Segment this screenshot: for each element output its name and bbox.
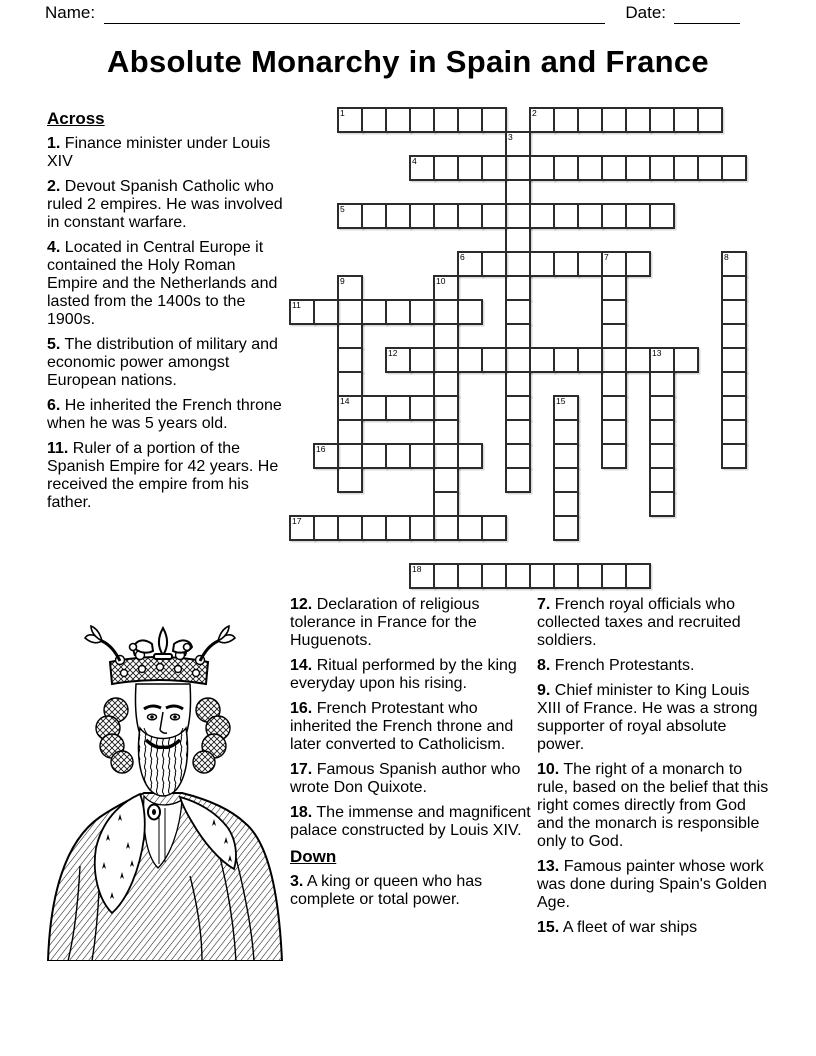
- grid-cell[interactable]: [721, 323, 747, 349]
- grid-cell[interactable]: [457, 203, 483, 229]
- grid-cell[interactable]: [337, 323, 363, 349]
- grid-cell[interactable]: [601, 443, 627, 469]
- grid-cell[interactable]: [337, 371, 363, 397]
- grid-cell[interactable]: [457, 515, 483, 541]
- grid-cell[interactable]: [577, 347, 603, 373]
- king-portrait-engraving-illustration: [40, 616, 292, 961]
- grid-cell[interactable]: [505, 131, 531, 157]
- grid-cell[interactable]: [409, 515, 435, 541]
- grid-cell[interactable]: [721, 371, 747, 397]
- clue-item: [537, 682, 777, 754]
- clue-item: [47, 135, 285, 171]
- clue-number: 16.: [290, 700, 313, 717]
- grid-cell-number: 8: [724, 252, 729, 262]
- clue-number: 18.: [290, 804, 313, 821]
- grid-cell[interactable]: [721, 251, 747, 277]
- grid-cell[interactable]: [433, 443, 459, 469]
- grid-cell[interactable]: [457, 251, 483, 277]
- grid-cell[interactable]: [529, 347, 555, 373]
- grid-cell[interactable]: [529, 107, 555, 133]
- clue-item: [290, 873, 531, 909]
- clue-text: French Protestant who inherited the French throne and later converted to Catholicism.: [290, 700, 514, 753]
- grid-cell[interactable]: [649, 395, 675, 421]
- grid-cell[interactable]: [457, 563, 483, 589]
- grid-cell-number: 16: [316, 444, 326, 454]
- grid-cell[interactable]: [337, 347, 363, 373]
- grid-cell[interactable]: [337, 515, 363, 541]
- grid-cell[interactable]: [385, 203, 411, 229]
- grid-cell-number: 4: [412, 156, 417, 166]
- grid-cell[interactable]: [337, 107, 363, 133]
- grid-cell[interactable]: [433, 515, 459, 541]
- grid-cell[interactable]: [313, 299, 339, 325]
- grid-cell[interactable]: [601, 299, 627, 325]
- grid-cell-number: 10: [436, 276, 446, 286]
- clue-text: The right of a monarch to rule, based on the belief that this right comes directly from God and the monarch is responsible only to God.: [537, 761, 769, 850]
- clue-item: [290, 657, 531, 693]
- grid-cell[interactable]: [601, 395, 627, 421]
- grid-cell[interactable]: [649, 347, 675, 373]
- across-clues-left: [47, 135, 285, 512]
- clue-number: 3.: [290, 873, 304, 890]
- clue-item: [537, 657, 777, 675]
- grid-cell[interactable]: [529, 203, 555, 229]
- grid-cell[interactable]: [289, 515, 315, 541]
- grid-cell-number: 5: [340, 204, 345, 214]
- grid-cell[interactable]: [697, 155, 723, 181]
- down-clues-middle: [290, 873, 531, 909]
- grid-cell[interactable]: [337, 275, 363, 301]
- grid-cell-number: 18: [412, 564, 422, 574]
- clue-number: 13.: [537, 858, 560, 875]
- grid-cell[interactable]: [481, 563, 507, 589]
- grid-cell[interactable]: [601, 371, 627, 397]
- grid-cell[interactable]: [721, 395, 747, 421]
- grid-cell[interactable]: [457, 155, 483, 181]
- date-input-line[interactable]: [674, 7, 740, 24]
- grid-cell[interactable]: [409, 347, 435, 373]
- clue-number: 14.: [290, 657, 313, 674]
- grid-cell[interactable]: [553, 491, 579, 517]
- grid-cell[interactable]: [409, 563, 435, 589]
- grid-cell[interactable]: [649, 371, 675, 397]
- clue-number: 2.: [47, 178, 61, 195]
- clue-item: [47, 440, 285, 512]
- grid-cell[interactable]: [505, 371, 531, 397]
- grid-cell[interactable]: [577, 203, 603, 229]
- grid-cell[interactable]: [649, 107, 675, 133]
- clue-column-right: [537, 596, 777, 944]
- grid-cell[interactable]: [481, 107, 507, 133]
- grid-cell[interactable]: [625, 107, 651, 133]
- grid-cell[interactable]: [529, 251, 555, 277]
- clue-text: A fleet of war ships: [559, 919, 698, 936]
- clue-text: The immense and magnificent palace constructed by Louis XIV.: [290, 804, 531, 839]
- grid-cell[interactable]: [433, 299, 459, 325]
- clue-item: [537, 761, 777, 851]
- grid-cell[interactable]: [721, 443, 747, 469]
- clue-text: The distribution of military and economic power amongst European nations.: [47, 336, 278, 389]
- clue-item: [290, 761, 531, 797]
- grid-cell[interactable]: [553, 155, 579, 181]
- clue-item: [290, 596, 531, 650]
- grid-cell-number: 12: [388, 348, 398, 358]
- grid-cell[interactable]: [553, 347, 579, 373]
- grid-cell[interactable]: [673, 155, 699, 181]
- grid-cell[interactable]: [433, 347, 459, 373]
- grid-cell-number: 17: [292, 516, 302, 526]
- header: [45, 3, 740, 24]
- grid-cell[interactable]: [505, 395, 531, 421]
- grid-cell-number: 3: [508, 132, 513, 142]
- grid-cell[interactable]: [337, 419, 363, 445]
- grid-cell[interactable]: [433, 107, 459, 133]
- grid-cell[interactable]: [409, 107, 435, 133]
- grid-cell[interactable]: [553, 107, 579, 133]
- grid-cell[interactable]: [433, 323, 459, 349]
- name-label: Name:: [45, 3, 96, 22]
- grid-cell[interactable]: [553, 515, 579, 541]
- grid-cell[interactable]: [505, 227, 531, 253]
- grid-cell-number: 2: [532, 108, 537, 118]
- grid-cell[interactable]: [505, 179, 531, 205]
- grid-cell[interactable]: [553, 203, 579, 229]
- date-label: Date:: [625, 3, 666, 22]
- grid-cell-number: 13: [652, 348, 662, 358]
- grid-cell[interactable]: [481, 251, 507, 277]
- clue-item: [290, 700, 531, 754]
- grid-cell[interactable]: [385, 347, 411, 373]
- grid-cell[interactable]: [481, 155, 507, 181]
- clue-text: French Protestants.: [550, 657, 695, 674]
- clue-text: A king or queen who has complete or total power.: [290, 873, 483, 908]
- grid-cell[interactable]: [625, 563, 651, 589]
- grid-cell[interactable]: [409, 203, 435, 229]
- grid-cell[interactable]: [721, 347, 747, 373]
- clue-text: Ritual performed by the king everyday upon his rising.: [290, 657, 517, 692]
- grid-cell[interactable]: [361, 395, 387, 421]
- grid-cell[interactable]: [361, 443, 387, 469]
- clue-column-middle: [290, 596, 531, 916]
- grid-cell[interactable]: [553, 467, 579, 493]
- grid-cell[interactable]: [385, 395, 411, 421]
- clue-item: [537, 596, 777, 650]
- clue-number: 15.: [537, 919, 560, 936]
- grid-cell[interactable]: [361, 203, 387, 229]
- grid-cell[interactable]: [505, 323, 531, 349]
- grid-cell[interactable]: [337, 299, 363, 325]
- across-heading: Across: [47, 109, 105, 128]
- grid-cell[interactable]: [601, 251, 627, 277]
- clue-number: 17.: [290, 761, 313, 778]
- grid-cell-number: 1: [340, 108, 345, 118]
- grid-cell[interactable]: [697, 107, 723, 133]
- grid-cell-number: 15: [556, 396, 566, 406]
- clue-number: 6.: [47, 397, 61, 414]
- clue-number: 8.: [537, 657, 551, 674]
- grid-cell[interactable]: [433, 371, 459, 397]
- grid-cell[interactable]: [409, 299, 435, 325]
- grid-cell[interactable]: [553, 563, 579, 589]
- grid-cell[interactable]: [409, 443, 435, 469]
- clue-text: Chief minister to King Louis XIII of France. He was a strong supporter of royal absolute power.: [537, 682, 758, 753]
- grid-cell[interactable]: [721, 275, 747, 301]
- grid-cell[interactable]: [649, 467, 675, 493]
- grid-cell-number: 6: [460, 252, 465, 262]
- grid-cell[interactable]: [409, 155, 435, 181]
- grid-cell[interactable]: [505, 467, 531, 493]
- grid-cell[interactable]: [409, 395, 435, 421]
- grid-cell-number: 11: [292, 300, 301, 310]
- grid-cell[interactable]: [505, 299, 531, 325]
- grid-cell[interactable]: [433, 419, 459, 445]
- clue-text: Finance minister under Louis XIV: [47, 135, 271, 170]
- clue-number: 1.: [47, 135, 61, 152]
- grid-cell[interactable]: [553, 419, 579, 445]
- grid-cell[interactable]: [337, 443, 363, 469]
- grid-cell[interactable]: [601, 275, 627, 301]
- grid-cell[interactable]: [649, 491, 675, 517]
- grid-cell[interactable]: [553, 443, 579, 469]
- clue-number: 9.: [537, 682, 551, 699]
- grid-cell[interactable]: [625, 251, 651, 277]
- clue-number: 10.: [537, 761, 560, 778]
- grid-cell[interactable]: [457, 443, 483, 469]
- grid-cell[interactable]: [601, 203, 627, 229]
- clue-column-left: [47, 109, 285, 519]
- grid-cell[interactable]: [361, 107, 387, 133]
- grid-cell[interactable]: [505, 347, 531, 373]
- grid-cell[interactable]: [601, 323, 627, 349]
- clue-text: Declaration of religious tolerance in France for the Huguenots.: [290, 596, 480, 649]
- down-clues-right: [537, 596, 777, 937]
- clue-item: [290, 804, 531, 840]
- grid-cell[interactable]: [505, 443, 531, 469]
- grid-cell[interactable]: [385, 443, 411, 469]
- grid-cell[interactable]: [289, 299, 315, 325]
- grid-cell-number: 7: [604, 252, 609, 262]
- grid-cell[interactable]: [721, 155, 747, 181]
- grid-cell[interactable]: [673, 107, 699, 133]
- clue-item: [537, 919, 777, 937]
- grid-cell[interactable]: [457, 347, 483, 373]
- grid-cell[interactable]: [481, 203, 507, 229]
- down-heading: Down: [290, 847, 337, 866]
- grid-cell[interactable]: [481, 347, 507, 373]
- grid-cell[interactable]: [601, 419, 627, 445]
- grid-cell[interactable]: [721, 419, 747, 445]
- grid-cell-number: 9: [340, 276, 345, 286]
- grid-cell[interactable]: [505, 419, 531, 445]
- clue-number: 12.: [290, 596, 313, 613]
- grid-cell[interactable]: [481, 515, 507, 541]
- grid-cell[interactable]: [601, 563, 627, 589]
- grid-cell[interactable]: [577, 107, 603, 133]
- grid-cell-number: 14: [340, 396, 350, 406]
- clue-item: [47, 239, 285, 329]
- grid-cell[interactable]: [433, 467, 459, 493]
- clue-text: French royal officials who collected taxes and recruited soldiers.: [537, 596, 741, 649]
- grid-cell[interactable]: [649, 419, 675, 445]
- clue-text: Famous painter whose work was done during Spain's Golden Age.: [537, 858, 767, 911]
- crossword-grid[interactable]: [290, 108, 746, 588]
- grid-cell[interactable]: [505, 203, 531, 229]
- name-input-line[interactable]: [104, 7, 605, 24]
- clue-text: Located in Central Europe it contained the Holy Roman Empire and the Netherlands and lasted from the 1400s to the 1900s.: [47, 239, 278, 328]
- grid-cell[interactable]: [673, 347, 699, 373]
- grid-cell[interactable]: [433, 395, 459, 421]
- page-title: Absolute Monarchy in Spain and France: [107, 44, 709, 79]
- grid-cell[interactable]: [625, 155, 651, 181]
- grid-cell[interactable]: [505, 251, 531, 277]
- grid-cell[interactable]: [601, 107, 627, 133]
- grid-cell[interactable]: [337, 203, 363, 229]
- grid-cell[interactable]: [601, 155, 627, 181]
- grid-cell[interactable]: [313, 443, 339, 469]
- grid-cell[interactable]: [553, 251, 579, 277]
- grid-cell[interactable]: [625, 203, 651, 229]
- grid-cell[interactable]: [577, 563, 603, 589]
- grid-cell[interactable]: [433, 491, 459, 517]
- grid-cell[interactable]: [553, 395, 579, 421]
- grid-cell[interactable]: [457, 107, 483, 133]
- clue-item: [537, 858, 777, 912]
- clue-number: 4.: [47, 239, 61, 256]
- grid-cell[interactable]: [529, 563, 555, 589]
- clue-text: Devout Spanish Catholic who ruled 2 empires. He was involved in constant warfare.: [47, 178, 283, 231]
- grid-cell[interactable]: [313, 515, 339, 541]
- grid-cell[interactable]: [385, 107, 411, 133]
- clue-text: Famous Spanish author who wrote Don Quixote.: [290, 761, 521, 796]
- clue-text: He inherited the French throne when he was 5 years old.: [47, 397, 282, 432]
- grid-cell[interactable]: [433, 275, 459, 301]
- grid-cell[interactable]: [721, 299, 747, 325]
- grid-cell[interactable]: [577, 251, 603, 277]
- clue-item: [47, 178, 285, 232]
- grid-cell[interactable]: [361, 515, 387, 541]
- clue-item: [47, 397, 285, 433]
- grid-cell[interactable]: [505, 155, 531, 181]
- grid-cell[interactable]: [577, 155, 603, 181]
- grid-cell[interactable]: [649, 155, 675, 181]
- grid-cell[interactable]: [385, 299, 411, 325]
- grid-cell[interactable]: [625, 347, 651, 373]
- grid-cell[interactable]: [457, 299, 483, 325]
- grid-cell[interactable]: [529, 155, 555, 181]
- grid-cell[interactable]: [505, 275, 531, 301]
- grid-cell[interactable]: [433, 203, 459, 229]
- grid-cell[interactable]: [505, 563, 531, 589]
- clue-number: 11.: [47, 440, 69, 457]
- grid-cell[interactable]: [361, 299, 387, 325]
- clue-number: 7.: [537, 596, 551, 613]
- clue-text: Ruler of a portion of the Spanish Empire for 42 years. He received the empire from his father.: [47, 440, 279, 511]
- grid-cell[interactable]: [601, 347, 627, 373]
- clue-number: 5.: [47, 336, 61, 353]
- grid-cell[interactable]: [649, 443, 675, 469]
- grid-cell[interactable]: [433, 155, 459, 181]
- grid-cell[interactable]: [385, 515, 411, 541]
- across-clues-middle: [290, 596, 531, 840]
- clue-item: [47, 336, 285, 390]
- grid-cell[interactable]: [649, 203, 675, 229]
- grid-cell[interactable]: [337, 467, 363, 493]
- grid-cell[interactable]: [433, 563, 459, 589]
- grid-cell[interactable]: [337, 395, 363, 421]
